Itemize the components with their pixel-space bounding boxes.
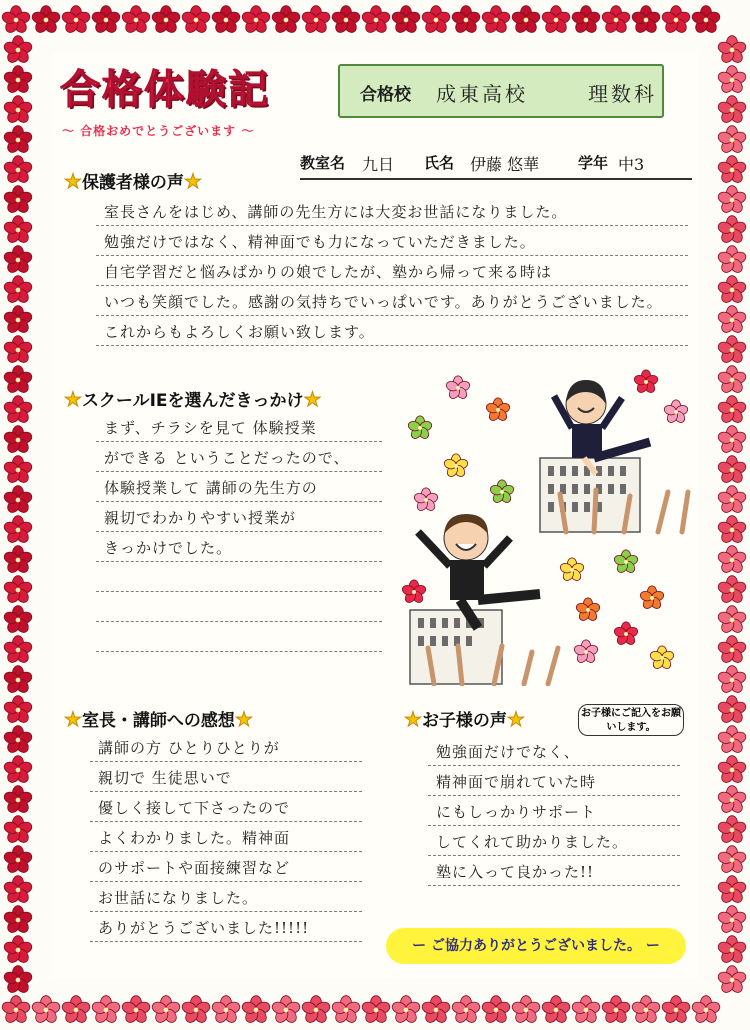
sakura-icon: [331, 6, 362, 35]
sakura-icon: [717, 456, 748, 485]
comment-text: にもしっかりサポート: [436, 803, 597, 821]
comment-line: [96, 472, 382, 502]
sakura-icon: [541, 996, 572, 1025]
grade-label: 学年: [578, 154, 609, 172]
flower-icon: [613, 550, 639, 575]
sakura-icon: [3, 66, 34, 95]
sakura-icon: [241, 996, 272, 1025]
comment-line: [96, 316, 688, 346]
comment-line: [428, 736, 680, 766]
flower-icon: [413, 488, 439, 513]
comment-text: 体験授業して 講師の先生方の: [104, 479, 318, 497]
sakura-icon: [717, 756, 748, 785]
comment-line: [96, 196, 688, 226]
sakura-icon: [181, 6, 212, 35]
school-label: 合格校: [360, 85, 411, 105]
sakura-icon: [3, 306, 34, 335]
flower-icon: [407, 416, 433, 441]
flower-icon: [445, 376, 471, 401]
sakura-icon: [3, 96, 34, 125]
comment-text: これからもよろしくお願い致します。: [104, 323, 375, 341]
sakura-icon: [717, 336, 748, 365]
sakura-icon: [91, 996, 122, 1025]
comment-line: [90, 882, 362, 912]
sakura-icon: [631, 996, 662, 1025]
sakura-icon: [717, 576, 748, 605]
comment-text: 精神面で崩れていた時: [436, 773, 597, 791]
sakura-icon: [391, 996, 422, 1025]
comment-text: 自宅学習だと悩みばかりの娘でしたが、塾から帰って来る時は: [104, 263, 553, 281]
sakura-icon: [1, 6, 32, 35]
comment-line: [428, 826, 680, 856]
reason-comment: [96, 412, 382, 652]
comment-text: 勉強面だけでなく、: [436, 743, 580, 761]
sakura-icon: [717, 516, 748, 545]
sakura-icon: [211, 996, 242, 1025]
sakura-icon: [61, 996, 92, 1025]
flower-icon: [559, 558, 585, 583]
sakura-icon: [601, 6, 632, 35]
comment-line: [96, 532, 382, 562]
sakura-icon: [717, 276, 748, 305]
sakura-icon: [3, 546, 34, 575]
sakura-icon: [301, 996, 332, 1025]
sakura-icon: [511, 996, 542, 1025]
comment-line: [90, 852, 362, 882]
sakura-icon: [3, 336, 34, 365]
sakura-icon: [121, 6, 152, 35]
sakura-icon: [3, 846, 34, 875]
comment-line: [428, 856, 680, 886]
sakura-icon: [3, 876, 34, 905]
comment-line: [90, 912, 362, 942]
sakura-icon: [3, 816, 34, 845]
flower-icon: [443, 454, 469, 479]
sakura-icon: [691, 6, 722, 35]
sakura-icon: [717, 936, 748, 965]
comment-text: まず、チラシを見て 体験授業: [104, 419, 317, 437]
sakura-icon: [211, 6, 242, 35]
star-icon: ★: [234, 707, 253, 731]
star-icon: ★: [64, 707, 82, 731]
sakura-icon: [717, 966, 748, 995]
sakura-icon: [3, 156, 34, 185]
sakura-icon: [3, 966, 34, 995]
sakura-icon: [541, 6, 572, 35]
sakura-icon: [241, 6, 272, 35]
sakura-icon: [361, 6, 392, 35]
sakura-icon: [717, 96, 748, 125]
comment-text: いつも笑顔でした。感謝の気持ちでいっぱいです。ありがとうございました。: [104, 293, 663, 311]
sakura-icon: [717, 726, 748, 755]
sakura-icon: [717, 786, 748, 815]
sakura-icon: [571, 6, 602, 35]
sakura-icon: [717, 816, 748, 845]
sakura-icon: [3, 726, 34, 755]
page-title: 合格体験記: [60, 67, 270, 113]
name-label: 氏名: [424, 154, 455, 172]
comment-line: [90, 732, 362, 762]
sakura-icon: [61, 6, 92, 35]
parents-comment: [96, 196, 688, 346]
comment-line: [96, 286, 688, 316]
sakura-icon: [717, 666, 748, 695]
sakura-icon: [717, 546, 748, 575]
comment-line: [428, 766, 680, 796]
sakura-icon: [717, 396, 748, 425]
sakura-icon: [691, 996, 722, 1025]
sakura-icon: [717, 366, 748, 395]
classroom-label: 教室名: [300, 154, 346, 172]
comment-line: [96, 412, 382, 442]
sakura-icon: [421, 6, 452, 35]
flower-icon: [485, 398, 511, 423]
sakura-icon: [717, 126, 748, 155]
flower-icon: [663, 400, 689, 425]
sakura-icon: [1, 996, 32, 1025]
star-icon: ★: [404, 707, 422, 731]
school-banner: [338, 64, 664, 118]
sakura-icon: [511, 6, 542, 35]
sakura-icon: [151, 6, 182, 35]
sakura-icon: [717, 876, 748, 905]
sakura-icon: [481, 6, 512, 35]
classroom-value: 九日: [362, 155, 395, 174]
sakura-icon: [3, 486, 34, 515]
sakura-icon: [3, 246, 34, 275]
comment-text: きっかけでした。: [104, 539, 233, 557]
school-name: 成東高校: [436, 82, 528, 106]
comment-text: 勉強だけではなく、精神面でも力になっていただきました。: [104, 233, 536, 251]
staff-heading: ★室長・講師への感想★: [64, 707, 253, 731]
comment-line: [96, 256, 688, 286]
comment-line: [96, 226, 688, 256]
sakura-icon: [717, 846, 748, 875]
comment-line: [96, 442, 382, 472]
sakura-icon: [717, 156, 748, 185]
comment-text: ありがとうございました!!!!!: [98, 919, 310, 937]
sakura-icon: [717, 636, 748, 665]
sakura-icon: [661, 6, 692, 35]
comment-text: お世話になりました。: [98, 889, 259, 907]
sakura-icon: [631, 6, 662, 35]
sakura-icon: [121, 996, 152, 1025]
sakura-icon: [3, 396, 34, 425]
sakura-icon: [717, 696, 748, 725]
sakura-icon: [421, 996, 452, 1025]
sakura-icon: [717, 606, 748, 635]
sakura-icon: [3, 906, 34, 935]
flower-icon: [401, 580, 427, 605]
comment-text: よくわかりました。精神面: [98, 829, 291, 847]
sakura-icon: [717, 36, 748, 65]
sakura-icon: [3, 276, 34, 305]
sakura-icon: [3, 216, 34, 245]
sakura-icon: [3, 186, 34, 215]
sakura-icon: [717, 306, 748, 335]
flower-icon: [639, 586, 665, 611]
comment-text: してくれて助かりました。: [436, 833, 629, 851]
page-subtitle: 〜 合格おめでとうございます 〜: [62, 124, 255, 138]
flower-icon: [649, 646, 675, 671]
flower-icon: [573, 640, 599, 665]
star-icon: ★: [64, 387, 82, 411]
star-icon: ★: [303, 387, 322, 411]
staff-comment: [90, 732, 362, 942]
comment-line: [90, 792, 362, 822]
comment-line: [96, 592, 382, 622]
comment-line: [90, 822, 362, 852]
sakura-icon: [717, 486, 748, 515]
sakura-icon: [3, 576, 34, 605]
sakura-icon: [601, 996, 632, 1025]
comment-text: 親切で 生徒思いで: [98, 769, 232, 787]
flower-icon: [613, 622, 639, 647]
sakura-icon: [717, 426, 748, 455]
celebration-illustration: [398, 362, 694, 686]
sakura-icon: [3, 936, 34, 965]
sakura-icon: [661, 996, 692, 1025]
comment-text: 親切でわかりやすい授業が: [104, 509, 297, 527]
comment-text: 室長さんをはじめ、講師の先生方には大変お世話になりました。: [104, 203, 568, 221]
sakura-icon: [271, 6, 302, 35]
student-info-row: [300, 148, 692, 180]
sakura-icon: [717, 906, 748, 935]
sakura-icon: [451, 6, 482, 35]
star-icon: ★: [64, 169, 82, 193]
comment-text: 優しく接して下さったので: [98, 799, 291, 817]
sakura-icon: [181, 996, 212, 1025]
sakura-icon: [451, 996, 482, 1025]
comment-line: [96, 502, 382, 532]
star-icon: ★: [506, 707, 525, 731]
sakura-icon: [717, 216, 748, 245]
child-note: お子様にご記入をお願いします。: [578, 704, 684, 736]
flower-icon: [489, 480, 515, 505]
sakura-icon: [3, 786, 34, 815]
sakura-icon: [3, 696, 34, 725]
sakura-icon: [3, 456, 34, 485]
comment-line: [96, 622, 382, 652]
sakura-icon: [717, 246, 748, 275]
comment-line: [96, 562, 382, 592]
thanks-banner: ー ご協力ありがとうございました。 ー: [386, 928, 686, 964]
sakura-icon: [3, 606, 34, 635]
sakura-icon: [391, 6, 422, 35]
sakura-icon: [3, 366, 34, 395]
sakura-icon: [3, 126, 34, 155]
sakura-icon: [3, 426, 34, 455]
course-name: 理数科: [588, 82, 657, 106]
sakura-icon: [717, 66, 748, 95]
sakura-icon: [151, 996, 182, 1025]
sakura-icon: [271, 996, 302, 1025]
child-heading: ★お子様の声★: [404, 707, 525, 731]
flower-icon: [633, 370, 659, 395]
flower-icon: [575, 598, 601, 623]
sakura-icon: [3, 36, 34, 65]
sakura-icon: [331, 996, 362, 1025]
comment-text: のサポートや面接練習など: [98, 859, 291, 877]
sakura-icon: [91, 6, 122, 35]
comment-text: 塾に入って良かった!!: [436, 863, 595, 881]
comment-line: [428, 796, 680, 826]
parents-heading: ★保護者様の声★: [64, 169, 202, 193]
sakura-icon: [301, 6, 332, 35]
sakura-icon: [31, 996, 62, 1025]
sakura-icon: [481, 996, 512, 1025]
sakura-icon: [3, 516, 34, 545]
name-value: 伊藤 悠華: [470, 155, 540, 174]
sakura-icon: [361, 996, 392, 1025]
sakura-icon: [3, 666, 34, 695]
reason-heading: ★スクールIEを選んだきっかけ★: [64, 387, 322, 411]
comment-text: 講師の方 ひとりひとりが: [98, 739, 280, 757]
sakura-icon: [717, 186, 748, 215]
sakura-icon: [3, 636, 34, 665]
comment-line: [90, 762, 362, 792]
child-comment: [428, 736, 680, 886]
sakura-icon: [31, 6, 62, 35]
sakura-icon: [3, 756, 34, 785]
comment-text: ができる ということだったので、: [104, 449, 350, 467]
star-icon: ★: [183, 169, 202, 193]
grade-value: 中3: [618, 155, 645, 174]
sakura-icon: [571, 996, 602, 1025]
